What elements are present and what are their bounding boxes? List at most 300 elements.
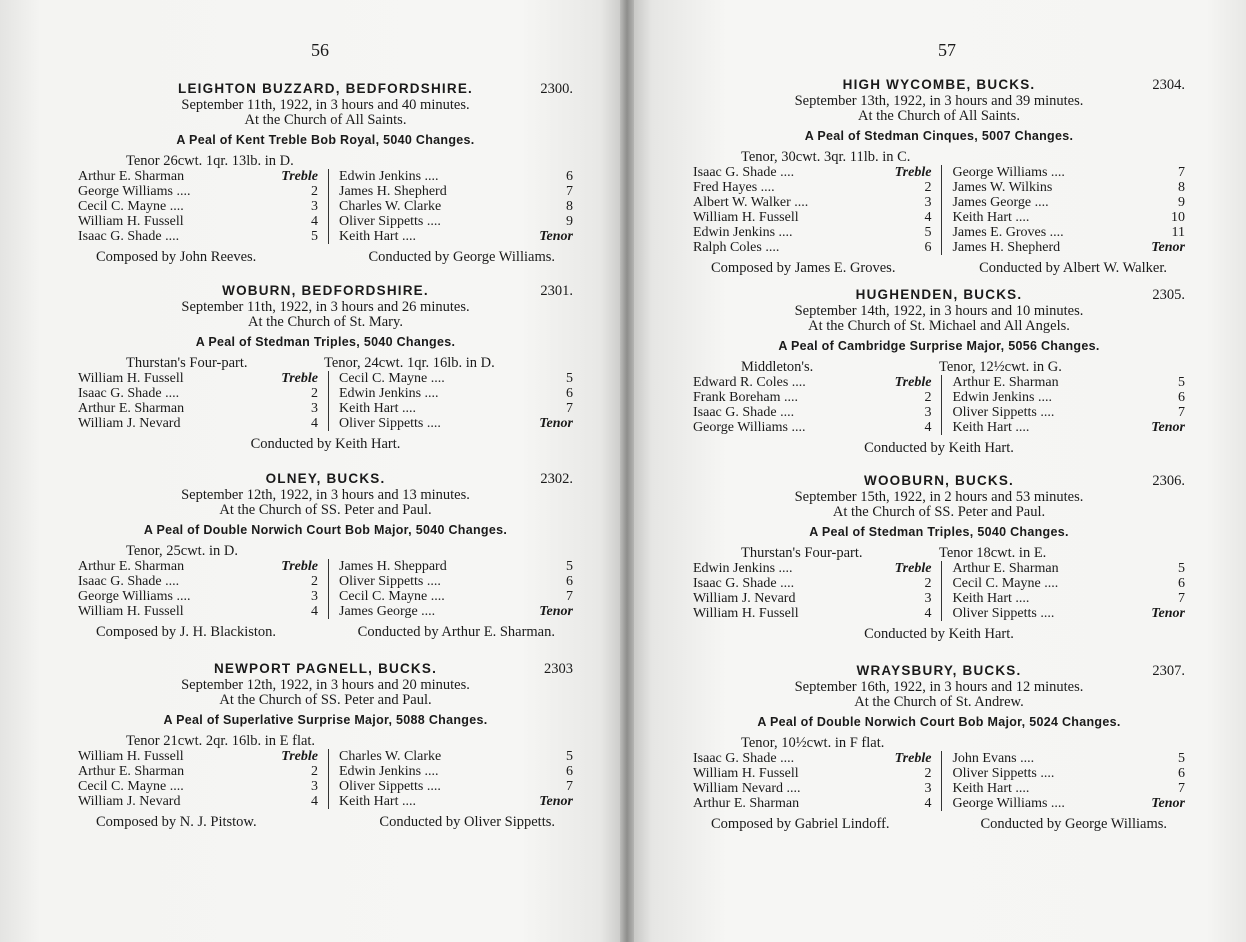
ringer-row	[693, 210, 941, 225]
conductor: Conducted by Keith Hart.	[864, 626, 1014, 642]
bell-number: 3	[311, 401, 318, 416]
peal-number: 2307.	[1152, 663, 1185, 679]
ringer-name: Oliver Sippetts ....	[339, 214, 441, 229]
bell-number: 4	[311, 214, 318, 229]
page-number: 56	[311, 40, 329, 60]
bell-number: 2	[311, 184, 318, 199]
bell-number: 3	[311, 779, 318, 794]
peal-record	[693, 76, 1185, 276]
ringer-row	[693, 766, 941, 781]
peal-record	[78, 660, 573, 830]
band-column-left	[78, 559, 328, 619]
band-column-right	[328, 371, 573, 431]
band-list	[78, 169, 573, 244]
church-line: At the Church of St. Andrew.	[854, 694, 1024, 710]
ringer-name: Edwin Jenkins ....	[693, 225, 793, 240]
tenor-left: Tenor 21cwt. 2qr. 16lb. in E flat.	[126, 733, 316, 749]
ringer-name: Isaac G. Shade ....	[78, 386, 180, 401]
bell-number: 2	[924, 766, 932, 781]
ringer-name: William H. Fussell	[693, 606, 799, 621]
ringer-row	[693, 751, 941, 766]
ringer-row	[78, 229, 328, 244]
ringer-name: Oliver Sippetts ....	[952, 606, 1055, 621]
ringer-name: James H. Shepherd	[339, 184, 447, 199]
ringer-row	[952, 240, 1185, 255]
church-line: At the Church of All Saints.	[858, 108, 1020, 124]
ringer-name: Oliver Sippetts ....	[339, 779, 441, 794]
page-number: 57	[938, 40, 956, 60]
bell-number: 5	[566, 371, 573, 386]
band-list	[78, 559, 573, 619]
ringer-row	[339, 589, 573, 604]
ringer-row	[78, 371, 328, 386]
band-list	[693, 751, 1185, 811]
ringer-name: Charles W. Clarke	[339, 749, 442, 764]
ringer-row	[693, 180, 941, 195]
bell-number: 5	[924, 225, 932, 240]
tenor-line	[693, 360, 1185, 375]
bell-number: 4	[311, 416, 318, 431]
place-name: WRAYSBURY, BUCKS.	[856, 663, 1022, 678]
date-line: September 11th, 1922, in 3 hours and 26 minutes.	[181, 299, 470, 315]
bell-number: Tenor	[1151, 240, 1185, 255]
place-heading	[78, 80, 573, 98]
ringer-row	[339, 749, 573, 764]
bell-number: Tenor	[539, 416, 573, 431]
ringer-name: Edward R. Coles ....	[693, 375, 806, 390]
ringer-name: Isaac G. Shade ....	[78, 574, 180, 589]
ringer-name: William H. Fussell	[693, 210, 799, 225]
date-line: September 13th, 1922, in 3 hours and 39 minutes.	[794, 93, 1084, 109]
band-list	[78, 371, 573, 431]
tenor-line	[78, 544, 573, 559]
ringer-row	[952, 225, 1185, 240]
bell-number: 4	[311, 604, 318, 619]
bell-number: 6	[566, 574, 573, 589]
ringer-name: Isaac G. Shade ....	[693, 576, 795, 591]
ringer-name: Cecil C. Mayne ....	[78, 199, 184, 214]
credits-line	[78, 250, 573, 265]
method-title: A Peal of Double Norwich Court Bob Major, 5040 Changes.	[143, 523, 508, 537]
bell-number: 6	[566, 169, 573, 184]
bell-number: 7	[1178, 165, 1185, 180]
ringer-name: Arthur E. Sharman	[952, 561, 1059, 576]
ringer-name: Albert W. Walker ....	[693, 195, 809, 210]
ringer-name: Edwin Jenkins ....	[952, 390, 1053, 405]
band-column-left	[78, 749, 328, 809]
ringer-name: James George ....	[339, 604, 436, 619]
band-list	[693, 165, 1185, 255]
ringer-name: William H. Fussell	[78, 371, 184, 386]
ringer-row	[339, 169, 573, 184]
tenor-line	[693, 546, 1185, 561]
ringer-row	[339, 764, 573, 779]
bell-number: 5	[1178, 561, 1185, 576]
method-title: A Peal of Kent Treble Bob Royal, 5040 Changes.	[176, 133, 475, 147]
bell-number: 7	[566, 184, 573, 199]
bell-number: 5	[566, 559, 573, 574]
tenor-line	[693, 736, 1185, 751]
ringer-name: Cecil C. Mayne ....	[952, 576, 1059, 591]
date-line: September 16th, 1922, in 3 hours and 12 minutes.	[794, 679, 1084, 695]
ringer-name: Keith Hart ....	[952, 210, 1030, 225]
ringer-row	[952, 561, 1185, 576]
ringer-name: Isaac G. Shade ....	[693, 405, 795, 420]
method-title: A Peal of Superlative Surprise Major, 5088 Changes.	[163, 713, 488, 727]
ringer-name: Arthur E. Sharman	[78, 559, 185, 574]
ringer-row	[952, 766, 1185, 781]
bell-number: 6	[566, 386, 573, 401]
ringer-row	[693, 561, 941, 576]
bell-number: Treble	[281, 749, 318, 764]
ringer-row	[952, 591, 1185, 606]
credits-line	[693, 627, 1185, 642]
peal-record	[693, 286, 1185, 456]
ringer-name: George Williams ....	[952, 796, 1065, 811]
place-name: WOOBURN, BUCKS.	[864, 473, 1014, 488]
bell-number: Tenor	[539, 794, 573, 809]
ringer-name: John Evans ....	[952, 751, 1035, 766]
ringer-name: George Williams ....	[78, 589, 191, 604]
ringer-name: George Williams ....	[952, 165, 1065, 180]
ringer-row	[693, 420, 941, 435]
place-name: HIGH WYCOMBE, BUCKS.	[842, 77, 1036, 92]
ringer-name: Arthur E. Sharman	[78, 169, 185, 184]
date-line: September 15th, 1922, in 2 hours and 53 minutes.	[794, 489, 1084, 505]
bell-number: 8	[1178, 180, 1185, 195]
ringer-row	[78, 559, 328, 574]
conductor: Conducted by George Williams.	[368, 249, 555, 265]
band-column-right	[941, 751, 1185, 811]
bell-number: 6	[1178, 766, 1185, 781]
ringer-name: Keith Hart ....	[952, 420, 1030, 435]
ringer-row	[339, 574, 573, 589]
ringer-row	[952, 165, 1185, 180]
ringer-row	[693, 195, 941, 210]
ringer-row	[78, 169, 328, 184]
ringer-row	[78, 199, 328, 214]
place-heading	[78, 660, 573, 678]
ringer-name: Fred Hayes ....	[693, 180, 775, 195]
tenor-left: Middleton's.	[741, 359, 814, 375]
place-name: WOBURN, BEDFORDSHIRE.	[222, 283, 429, 298]
bell-number: 6	[566, 764, 573, 779]
band-column-left	[693, 561, 941, 621]
band-column-left	[78, 169, 328, 244]
ringer-name: Oliver Sippetts ....	[952, 766, 1055, 781]
ringer-row	[339, 416, 573, 431]
composer: Composed by J. H. Blackiston.	[96, 624, 277, 640]
bell-number: 5	[311, 229, 318, 244]
peal-record	[693, 472, 1185, 642]
peal-record	[693, 662, 1185, 832]
ringer-row	[693, 375, 941, 390]
conductor: Conducted by Albert W. Walker.	[979, 260, 1167, 276]
credits-line	[693, 817, 1185, 832]
tenor-left: Thurstan's Four-part.	[126, 355, 248, 371]
tenor-left: Tenor, 10½cwt. in F flat.	[741, 735, 885, 751]
ringer-row	[78, 764, 328, 779]
credits-line	[78, 625, 573, 640]
tenor-right: Tenor 18cwt. in E.	[939, 545, 1047, 561]
tenor-line	[78, 734, 573, 749]
bell-number: 3	[311, 199, 318, 214]
band-column-left	[693, 375, 941, 435]
ringer-name: William H. Fussell	[78, 749, 184, 764]
bell-number: Tenor	[1151, 606, 1185, 621]
bell-number: 2	[924, 180, 932, 195]
place-heading	[693, 662, 1185, 680]
bell-number: 3	[311, 589, 318, 604]
bell-number: 7	[566, 589, 573, 604]
composer: Composed by James E. Groves.	[711, 260, 896, 276]
ringer-row	[339, 184, 573, 199]
bell-number: 7	[566, 779, 573, 794]
ringer-row	[952, 180, 1185, 195]
bell-number: 4	[924, 796, 932, 811]
ringer-name: Keith Hart ....	[339, 229, 416, 244]
credits-line	[78, 437, 573, 452]
ringer-name: Edwin Jenkins ....	[339, 169, 439, 184]
bell-number: Treble	[894, 751, 932, 766]
church-line: At the Church of St. Michael and All Angels.	[808, 318, 1070, 334]
bell-number: 9	[1178, 195, 1185, 210]
method-title: A Peal of Double Norwich Court Bob Major, 5024 Changes.	[757, 715, 1121, 729]
place-heading	[78, 470, 573, 488]
bell-number: 2	[311, 386, 318, 401]
method-title: A Peal of Stedman Triples, 5040 Changes.	[195, 335, 456, 349]
bell-number: 4	[924, 210, 932, 225]
tenor-line	[693, 150, 1185, 165]
tenor-left: Tenor, 30cwt. 3qr. 11lb. in C.	[741, 149, 911, 165]
tenor-right: Tenor, 12½cwt. in G.	[939, 359, 1062, 375]
ringer-row	[78, 749, 328, 764]
bell-number: 2	[311, 574, 318, 589]
peal-number: 2304.	[1152, 77, 1185, 93]
ringer-row	[78, 794, 328, 809]
ringer-row	[339, 214, 573, 229]
church-line: At the Church of St. Mary.	[248, 314, 403, 330]
ringer-row	[693, 591, 941, 606]
ringer-row	[952, 420, 1185, 435]
conductor: Conducted by Arthur E. Sharman.	[357, 624, 555, 640]
ringer-row	[78, 416, 328, 431]
ringer-name: Cecil C. Mayne ....	[78, 779, 184, 794]
conductor: Conducted by Keith Hart.	[250, 436, 401, 452]
ringer-row	[693, 240, 941, 255]
peal-number: 2300.	[540, 81, 573, 97]
ringer-name: Keith Hart ....	[339, 401, 416, 416]
ringer-row	[693, 796, 941, 811]
bell-number: Treble	[894, 561, 932, 576]
ringer-row	[693, 606, 941, 621]
ringer-name: Cecil C. Mayne ....	[339, 371, 445, 386]
bell-number: 3	[924, 195, 932, 210]
ringer-name: James H. Sheppard	[339, 559, 447, 574]
method-title: A Peal of Stedman Cinques, 5007 Changes.	[804, 129, 1074, 143]
date-line: September 12th, 1922, in 3 hours and 13 minutes.	[181, 487, 470, 503]
conductor: Conducted by Keith Hart.	[864, 440, 1014, 456]
ringer-name: William H. Fussell	[78, 214, 184, 229]
ringer-name: Isaac G. Shade ....	[78, 229, 180, 244]
tenor-left: Tenor, 25cwt. in D.	[126, 543, 238, 559]
place-name: OLNEY, BUCKS.	[265, 471, 386, 486]
ringer-row	[78, 604, 328, 619]
method-title: A Peal of Stedman Triples, 5040 Changes.	[809, 525, 1069, 539]
ringer-row	[339, 604, 573, 619]
bell-number: 4	[924, 420, 932, 435]
bell-number: 7	[1178, 781, 1185, 796]
ringer-row	[693, 405, 941, 420]
book-spine	[620, 0, 634, 942]
band-column-right	[328, 749, 573, 809]
bell-number: Tenor	[539, 229, 573, 244]
ringer-row	[339, 779, 573, 794]
band-column-right	[328, 559, 573, 619]
ringer-row	[952, 751, 1185, 766]
ringer-name: Isaac G. Shade ....	[693, 165, 795, 180]
ringer-name: Keith Hart ....	[952, 591, 1030, 606]
ringer-name: George Williams ....	[78, 184, 191, 199]
peal-record	[78, 80, 573, 265]
band-column-right	[941, 561, 1185, 621]
bell-number: 3	[924, 781, 932, 796]
bell-number: Tenor	[1151, 420, 1185, 435]
credits-line	[693, 261, 1185, 276]
band-column-left	[78, 371, 328, 431]
band-column-left	[693, 165, 941, 255]
date-line: September 12th, 1922, in 3 hours and 20 minutes.	[181, 677, 470, 693]
ringer-name: Arthur E. Sharman	[78, 401, 185, 416]
peal-record	[78, 470, 573, 640]
bell-number: Treble	[281, 371, 318, 386]
church-line: At the Church of SS. Peter and Paul.	[832, 504, 1046, 520]
ringer-name: James E. Groves ....	[952, 225, 1064, 240]
ringer-row	[339, 386, 573, 401]
bell-number: 2	[924, 576, 932, 591]
ringer-name: Oliver Sippetts ....	[952, 405, 1055, 420]
band-list	[693, 561, 1185, 621]
ringer-row	[339, 229, 573, 244]
ringer-row	[339, 401, 573, 416]
ringer-name: James George ....	[952, 195, 1049, 210]
ringer-row	[693, 390, 941, 405]
ringer-name: Cecil C. Mayne ....	[339, 589, 445, 604]
ringer-row	[693, 781, 941, 796]
bell-number: 5	[566, 749, 573, 764]
composer: Composed by Gabriel Lindoff.	[711, 816, 890, 832]
bell-number: 10	[1171, 210, 1185, 225]
place-name: LEIGHTON BUZZARD, BEDFORDSHIRE.	[178, 81, 473, 96]
ringer-row	[78, 386, 328, 401]
ringer-name: William H. Fussell	[693, 766, 799, 781]
ringer-row	[952, 390, 1185, 405]
ringer-name: Ralph Coles ....	[693, 240, 780, 255]
ringer-row	[693, 576, 941, 591]
bell-number: 11	[1171, 225, 1185, 240]
ringer-name: Arthur E. Sharman	[693, 796, 800, 811]
ringer-row	[78, 779, 328, 794]
ringer-name: Arthur E. Sharman	[952, 375, 1059, 390]
composer: Composed by N. J. Pitstow.	[96, 814, 257, 830]
bell-number: 9	[566, 214, 573, 229]
church-line: At the Church of SS. Peter and Paul.	[219, 502, 432, 518]
bell-number: Treble	[894, 375, 932, 390]
composer: Composed by John Reeves.	[96, 249, 257, 265]
credits-line	[78, 815, 573, 830]
date-line: September 14th, 1922, in 3 hours and 10 minutes.	[794, 303, 1084, 319]
ringer-row	[339, 199, 573, 214]
band-list	[78, 749, 573, 809]
bell-number: 7	[566, 401, 573, 416]
bell-number: 5	[1178, 375, 1185, 390]
bell-number: 5	[1178, 751, 1185, 766]
ringer-row	[78, 184, 328, 199]
ringer-name: William J. Nevard	[693, 591, 796, 606]
church-line: At the Church of SS. Peter and Paul.	[219, 692, 432, 708]
band-column-right	[941, 375, 1185, 435]
ringer-row	[952, 210, 1185, 225]
date-line: September 11th, 1922, in 3 hours and 40 minutes.	[181, 97, 470, 113]
tenor-left: Tenor 26cwt. 1qr. 13lb. in D.	[126, 153, 294, 169]
bell-number: 4	[311, 794, 318, 809]
ringer-row	[693, 165, 941, 180]
ringer-name: William J. Nevard	[78, 416, 181, 431]
ringer-name: Keith Hart ....	[339, 794, 416, 809]
bell-number: 7	[1178, 591, 1185, 606]
place-name: HUGHENDEN, BUCKS.	[855, 287, 1023, 302]
ringer-row	[339, 794, 573, 809]
tenor-right: Tenor, 24cwt. 1qr. 16lb. in D.	[324, 355, 495, 371]
ringer-name: James W. Wilkins	[952, 180, 1053, 195]
ringer-name: Oliver Sippetts ....	[339, 416, 441, 431]
ringer-row	[952, 405, 1185, 420]
ringer-name: James H. Shepherd	[952, 240, 1061, 255]
ringer-name: Edwin Jenkins ....	[693, 561, 793, 576]
place-heading	[693, 472, 1185, 490]
ringer-name: William Nevard ....	[693, 781, 801, 796]
bell-number: 2	[924, 390, 932, 405]
place-name: NEWPORT PAGNELL, BUCKS.	[213, 661, 438, 676]
bell-number: Treble	[281, 559, 318, 574]
bell-number: 6	[1178, 576, 1185, 591]
bell-number: Treble	[894, 165, 932, 180]
ringer-row	[952, 195, 1185, 210]
ringer-row	[952, 796, 1185, 811]
place-heading	[693, 76, 1185, 94]
ringer-name: William J. Nevard	[78, 794, 181, 809]
ringer-row	[78, 574, 328, 589]
peal-number: 2306.	[1152, 473, 1185, 489]
ringer-row	[952, 576, 1185, 591]
conductor: Conducted by Oliver Sippetts.	[379, 814, 555, 830]
peal-number: 2303	[544, 661, 573, 677]
ringer-name: Isaac G. Shade ....	[693, 751, 795, 766]
ringer-row	[78, 214, 328, 229]
ringer-name: Oliver Sippetts ....	[339, 574, 441, 589]
bell-number: 7	[1178, 405, 1185, 420]
place-heading	[693, 286, 1185, 304]
ringer-name: George Williams ....	[693, 420, 806, 435]
peal-number: 2305.	[1152, 287, 1185, 303]
ringer-name: Arthur E. Sharman	[78, 764, 185, 779]
ringer-row	[78, 589, 328, 604]
ringer-name: Edwin Jenkins ....	[339, 764, 439, 779]
bell-number: 3	[924, 591, 932, 606]
ringer-row	[693, 225, 941, 240]
peal-record	[78, 282, 573, 452]
ringer-name: William H. Fussell	[78, 604, 184, 619]
